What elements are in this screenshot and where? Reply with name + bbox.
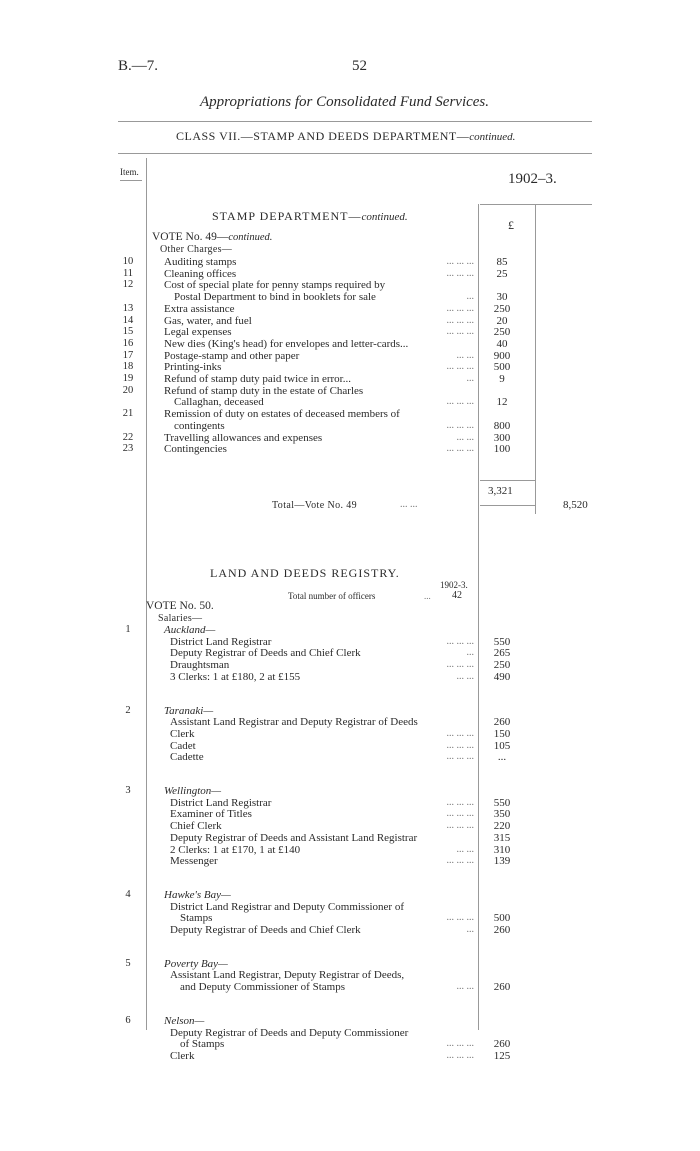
- item-description: contingents: [174, 419, 225, 432]
- leader-dots: ... ... ...: [446, 739, 474, 751]
- item-amount: 800: [493, 419, 511, 432]
- item-amount: 40: [496, 337, 508, 350]
- table-row: [0, 443, 700, 455]
- stamp-subtotal: 3,321: [488, 485, 513, 497]
- item-amount: 300: [493, 431, 511, 444]
- officers-dots: ...: [424, 591, 431, 601]
- item-description: Printing-inks: [164, 361, 222, 374]
- item-amount: 260: [493, 924, 511, 936]
- item-description: Postal Department to bind in booklets for sale: [174, 291, 376, 304]
- region-name: Poverty Bay—: [164, 957, 228, 970]
- region-row: [0, 624, 700, 636]
- leader-dots: ... ... ...: [446, 314, 474, 326]
- table-row: [0, 315, 700, 327]
- leader-dots: ... ... ...: [446, 443, 474, 455]
- table-row: [0, 373, 700, 385]
- table-row: [0, 728, 700, 740]
- page-number: 52: [352, 58, 367, 74]
- table-row: [0, 832, 700, 844]
- leader-dots: ... ... ...: [446, 1038, 474, 1050]
- item-column-header: Item.: [120, 167, 139, 177]
- item-description: Draughtsman: [170, 659, 230, 672]
- item-amount: 220: [493, 820, 511, 833]
- item-description: District Land Registrar: [170, 796, 272, 809]
- item-description: Deputy Registrar of Deeds and Chief Clerk: [170, 647, 361, 660]
- table-row: [0, 279, 700, 291]
- item-amount: 260: [493, 716, 511, 729]
- item-number: 16: [122, 337, 134, 349]
- item-amount: 550: [493, 635, 511, 648]
- item-description: Cost of special plate for penny stamps required by: [164, 279, 386, 292]
- leader-dots: ...: [466, 373, 474, 384]
- leader-dots: ... ... ...: [446, 267, 474, 279]
- item-description: Assistant Land Registrar and Deputy Registrar of Deeds: [170, 716, 418, 729]
- item-description: Legal expenses: [164, 326, 232, 339]
- total-rule: [480, 505, 535, 506]
- leader-dots: ... ...: [456, 670, 474, 682]
- region-name: Auckland—: [164, 624, 216, 636]
- item-description: Refund of stamp duty paid twice in error...: [164, 373, 351, 385]
- table-row: [0, 751, 700, 763]
- leader-dots: ...: [466, 291, 474, 303]
- item-description: New dies (King's head) for envelopes and letter-cards...: [164, 337, 409, 350]
- item-description: Assistant Land Registrar, Deputy Registrar of Deeds,: [170, 969, 405, 982]
- table-row: [0, 432, 700, 444]
- class-rule: [118, 153, 592, 154]
- table-row: [0, 716, 700, 728]
- item-number: 13: [122, 302, 134, 314]
- subtotal-rule: [480, 480, 535, 481]
- officers-label: Total number of officers: [288, 591, 376, 601]
- table-row: [0, 969, 700, 981]
- item-number: 1: [125, 624, 131, 635]
- table-row: [0, 408, 700, 420]
- table-row: [0, 671, 700, 683]
- table-row: [0, 350, 700, 362]
- leader-dots: ... ... ...: [446, 326, 474, 338]
- table-row: [0, 385, 700, 397]
- item-amount: ...: [497, 751, 507, 764]
- leader-dots: ... ... ...: [446, 659, 474, 671]
- item-amount: 310: [493, 843, 511, 856]
- table-row: [0, 659, 700, 671]
- table-row: [0, 636, 700, 648]
- table-row: [0, 797, 700, 809]
- table-row: [0, 291, 700, 303]
- item-amount: 25: [496, 267, 508, 280]
- table-row: [0, 1027, 700, 1039]
- item-amount: 250: [493, 302, 511, 315]
- item-description: 2 Clerks: 1 at £170, 1 at £140: [170, 843, 301, 856]
- stamp-section-heading: STAMP DEPARTMENT—continued.: [212, 209, 408, 223]
- region-name: Hawke's Bay—: [164, 888, 231, 901]
- item-description: Refund of stamp duty in the estate of Charles: [164, 384, 364, 397]
- item-description: Gas, water, and fuel: [164, 314, 252, 327]
- item-amount: 500: [493, 912, 511, 925]
- item-description: Auditing stamps: [164, 256, 237, 268]
- item-number: 19: [122, 373, 134, 384]
- leader-dots: ... ...: [456, 431, 474, 443]
- item-description: Cadet: [170, 739, 196, 752]
- item-description: District Land Registrar and Deputy Commissioner of: [170, 900, 405, 913]
- item-description: Contingencies: [164, 443, 227, 456]
- table-row: [0, 981, 700, 993]
- item-description: Extra assistance: [164, 302, 235, 315]
- item-description: Examiner of Titles: [170, 808, 252, 821]
- item-amount: 85: [496, 256, 508, 268]
- leader-dots: ... ... ...: [446, 419, 474, 431]
- leader-dots: ... ... ...: [446, 808, 474, 820]
- leader-dots: ... ... ...: [446, 361, 474, 373]
- table-row: [0, 1038, 700, 1050]
- table-row: [0, 326, 700, 338]
- table-row: [0, 820, 700, 832]
- region-name: Wellington—: [164, 785, 222, 797]
- table-row: [0, 420, 700, 432]
- year-header-rule: [480, 204, 592, 205]
- table-row: [0, 808, 700, 820]
- table-row: [0, 1050, 700, 1062]
- table-row: [0, 303, 700, 315]
- item-number: 22: [122, 431, 134, 443]
- item-description: Remission of duty on estates of deceased members of: [164, 408, 400, 421]
- item-description: Callaghan, deceased: [174, 396, 264, 409]
- leader-dots: ...: [466, 647, 474, 659]
- item-number: 3: [125, 785, 131, 796]
- table-row: [0, 912, 700, 924]
- table-row: [0, 396, 700, 408]
- table-row: [0, 844, 700, 856]
- item-amount: 350: [493, 808, 511, 821]
- year-column-header: 1902–3.: [508, 171, 557, 187]
- item-description: of Stamps: [180, 1038, 225, 1051]
- item-amount: 500: [493, 361, 511, 374]
- region-row: [0, 705, 700, 717]
- item-amount: 900: [493, 349, 511, 362]
- item-amount: 12: [496, 396, 508, 409]
- item-description: Clerk: [170, 1049, 195, 1062]
- region-name: Nelson—: [164, 1014, 205, 1027]
- item-description: Cleaning offices: [164, 267, 237, 280]
- item-amount: 315: [493, 831, 511, 844]
- item-description: Postage-stamp and other paper: [164, 349, 300, 362]
- currency-symbol: £: [508, 218, 514, 232]
- other-charges-subhead: Other Charges—: [160, 244, 233, 255]
- item-number: 10: [122, 256, 134, 267]
- item-amount: 30: [496, 291, 508, 304]
- item-amount: 139: [493, 855, 511, 868]
- leader-dots: ... ...: [456, 981, 474, 993]
- item-number: 2: [125, 704, 131, 716]
- table-row: [0, 855, 700, 867]
- item-description: Deputy Registrar of Deeds and Chief Clerk: [170, 924, 361, 936]
- item-amount: 265: [493, 647, 511, 660]
- leader-dots: ... ... ...: [446, 727, 474, 739]
- item-number: 6: [125, 1014, 131, 1026]
- table-row: [0, 740, 700, 752]
- item-amount: 260: [493, 1038, 511, 1051]
- item-number: 21: [122, 408, 134, 420]
- table-row: [0, 338, 700, 350]
- leader-dots: ... ... ...: [446, 1049, 474, 1061]
- leader-dots: ... ... ...: [446, 751, 474, 763]
- table-row: [0, 901, 700, 913]
- item-amount: 260: [493, 981, 511, 994]
- item-description: Messenger: [170, 855, 218, 868]
- region-name: Taranaki—: [164, 704, 214, 717]
- item-number: 20: [122, 384, 134, 396]
- item-header-rule: [120, 180, 142, 181]
- leader-dots: ... ...: [456, 843, 474, 855]
- salaries-subhead: Salaries—: [158, 613, 203, 624]
- leader-dots: ... ... ...: [446, 302, 474, 314]
- vote-49-total-amount: 8,520: [563, 499, 588, 511]
- item-description: Cadette: [170, 751, 204, 764]
- item-description: Travelling allowances and expenses: [164, 431, 323, 444]
- item-amount: 125: [493, 1049, 511, 1062]
- item-number: 18: [122, 361, 134, 373]
- item-description: 3 Clerks: 1 at £180, 2 at £155: [170, 670, 301, 683]
- item-number: 12: [122, 279, 134, 291]
- page-title: Appropriations for Consolidated Fund Services.: [200, 94, 490, 110]
- leader-dots: ... ... ...: [446, 820, 474, 832]
- item-amount: 250: [493, 659, 511, 672]
- leader-dots: ... ... ...: [446, 855, 474, 867]
- officers-year: 1902-3.: [440, 580, 468, 590]
- land-section-heading: LAND AND DEEDS REGISTRY.: [210, 566, 400, 580]
- table-row: [0, 256, 700, 268]
- item-number: 4: [125, 888, 131, 900]
- item-description: Stamps: [180, 912, 213, 925]
- item-number: 17: [122, 349, 134, 361]
- item-description: Deputy Registrar of Deeds and Assistant Land Registrar: [170, 831, 418, 844]
- item-number: 23: [122, 443, 134, 455]
- table-row: [0, 924, 700, 936]
- item-description: and Deputy Commissioner of Stamps: [180, 981, 345, 994]
- stamp-vote-heading: VOTE No. 49—continued.: [152, 231, 273, 243]
- page-ref: B.—7.: [118, 58, 159, 74]
- item-amount: 150: [493, 727, 511, 740]
- item-number: 5: [125, 957, 131, 969]
- leader-dots: ... ... ...: [446, 635, 474, 647]
- region-row: [0, 889, 700, 901]
- table-row: [0, 268, 700, 280]
- class-heading: CLASS VII.—STAMP AND DEEDS DEPARTMENT—continued.: [176, 129, 516, 143]
- item-description: District Land Registrar: [170, 635, 272, 648]
- item-description: Chief Clerk: [170, 820, 222, 833]
- item-number: 15: [122, 326, 134, 338]
- item-amount: 9: [499, 373, 505, 385]
- table-row: [0, 647, 700, 659]
- officers-count: 42: [452, 590, 462, 601]
- leader-dots: ... ... ...: [446, 396, 474, 408]
- item-description: Clerk: [170, 727, 195, 740]
- vote-49-total-label: Total—Vote No. 49: [272, 500, 358, 511]
- leader-dots: ... ... ...: [446, 912, 474, 924]
- leader-dots: ... ... ...: [446, 796, 474, 808]
- region-row: [0, 958, 700, 970]
- vote-49-total-dots: ... ...: [400, 499, 418, 510]
- item-amount: 250: [493, 326, 511, 339]
- leader-dots: ... ...: [456, 349, 474, 361]
- item-number: 11: [122, 267, 134, 279]
- leader-dots: ... ... ...: [446, 256, 474, 267]
- item-number: 14: [122, 314, 134, 326]
- item-amount: 550: [493, 796, 511, 809]
- land-vote-heading: VOTE No. 50.: [146, 600, 214, 612]
- region-row: [0, 785, 700, 797]
- table-row: [0, 361, 700, 373]
- item-amount: 105: [493, 739, 511, 752]
- item-description: Deputy Registrar of Deeds and Deputy Commissioner: [170, 1026, 409, 1039]
- item-amount: 100: [493, 443, 511, 456]
- item-amount: 20: [496, 314, 508, 327]
- title-rule: [118, 121, 592, 122]
- item-amount: 490: [493, 670, 511, 683]
- region-row: [0, 1015, 700, 1027]
- leader-dots: ...: [466, 924, 474, 935]
